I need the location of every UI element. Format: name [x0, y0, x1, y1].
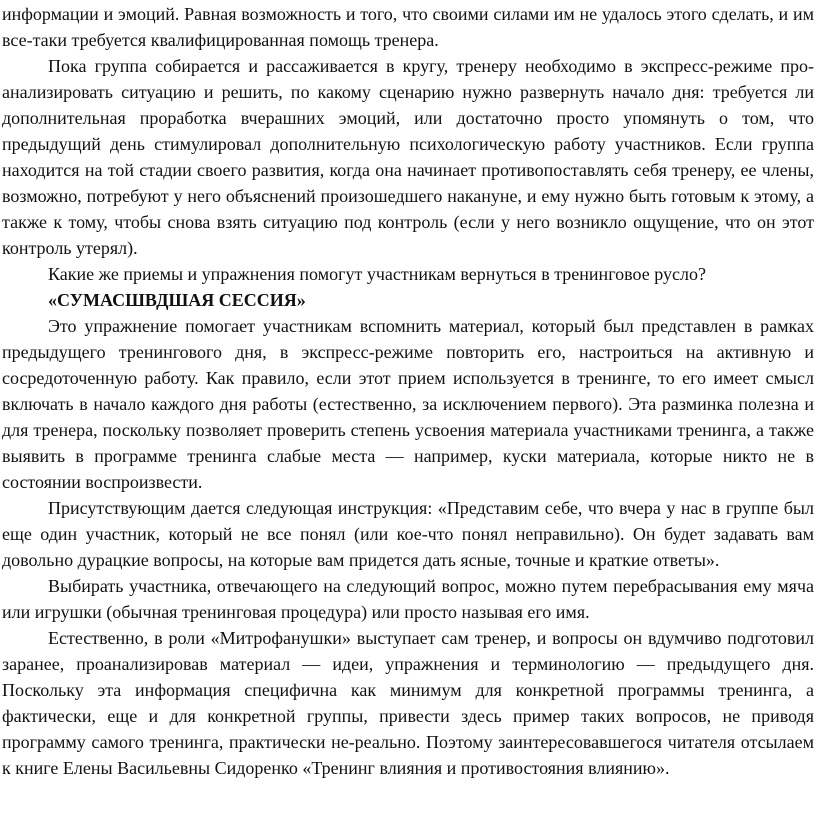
- paragraph-exercise-description: Это упражнение помогает участникам вспомнить материал, который был представлен в рамках предыдущего тренингового дня, в экспресс-режиме повторить его, настроиться на активную и сосредоточенную работу. Как правило, если этот прием используется в тренинге, то его имеет смысл включать в начало каждого дня работы (естественно, за исключением первого). Эта разминка полезна и для тренера, поскольку позволяет проверить степень усвоения материала участниками тренинга, а также выявить в программе тренинга слабые места — например, куски материала, которые никто не в состоянии воспроизвести.: [2, 316, 814, 492]
- paragraph-continuation: информации и эмоций. Равная возможность и того, что своими силами им не удалось этого сделать, и им все-таки требуется квалифицированная помощь тренера.: [2, 4, 814, 50]
- paragraph-question: Какие же приемы и упражнения помогут участникам вернуться в тренинговое русло?: [48, 264, 706, 284]
- paragraph-group-gathering: Пока группа собирается и рассаживается в кругу, тренеру необходимо в экспресс-режиме проанализировать ситуацию и решить, по какому сценарию нужно развернуть начало дня: требуется ли дополнительная проработка вчерашних эмоций, или достаточно просто упомянуть о том, что предыдущий день стимулировал дополнительную психологическую работу участников. Если группа находится на той стадии своего развития, когда она начинает противопоставлять себя тренеру, ее члены, возможно, потребуют у него объяснений произошедшего накануне, и ему нужно быть готовым к этому, а также к тому, чтобы снова взять ситуацию под контроль (если у него возникло ощущение, что он этот контроль утерял).: [2, 56, 814, 258]
- paragraph-choosing-participant: Выбирать участника, отвечающего на следующий вопрос, можно путем перебрасывания ему мяча или игрушки (обычная тренинговая процедура) или просто называя его имя.: [2, 576, 814, 622]
- paragraph-trainer-role: Естественно, в роли «Митрофанушки» выступает сам тренер, и вопросы он вдумчиво подготовил заранее, проанализировав материал — идеи, упражнения и терминологию — предыдущего дня. Поскольку эта информация специфична как минимум для конкретной программы тренинга, а фактически, еще и для конкретной группы, привести здесь пример таких вопросов, не приводя программу самого тренинга, практически не-реально. Поэтому заинтересовавшегося читателя отсылаем к книге Елены Васильевны Сидоренко «Тренинг влияния и противостояния влиянию».: [2, 628, 814, 778]
- paragraph-instruction: Присутствующим дается следующая инструкция: «Представим себе, что вчера у нас в группе был еще один участник, который не все понял (или кое-что понял неправильно). Он будет задавать вам довольно дурацкие вопросы, на которые вам придется дать ясные, точные и краткие ответы».: [2, 498, 814, 570]
- section-heading: «СУМАСШВДШАЯ СЕССИЯ»: [48, 290, 306, 310]
